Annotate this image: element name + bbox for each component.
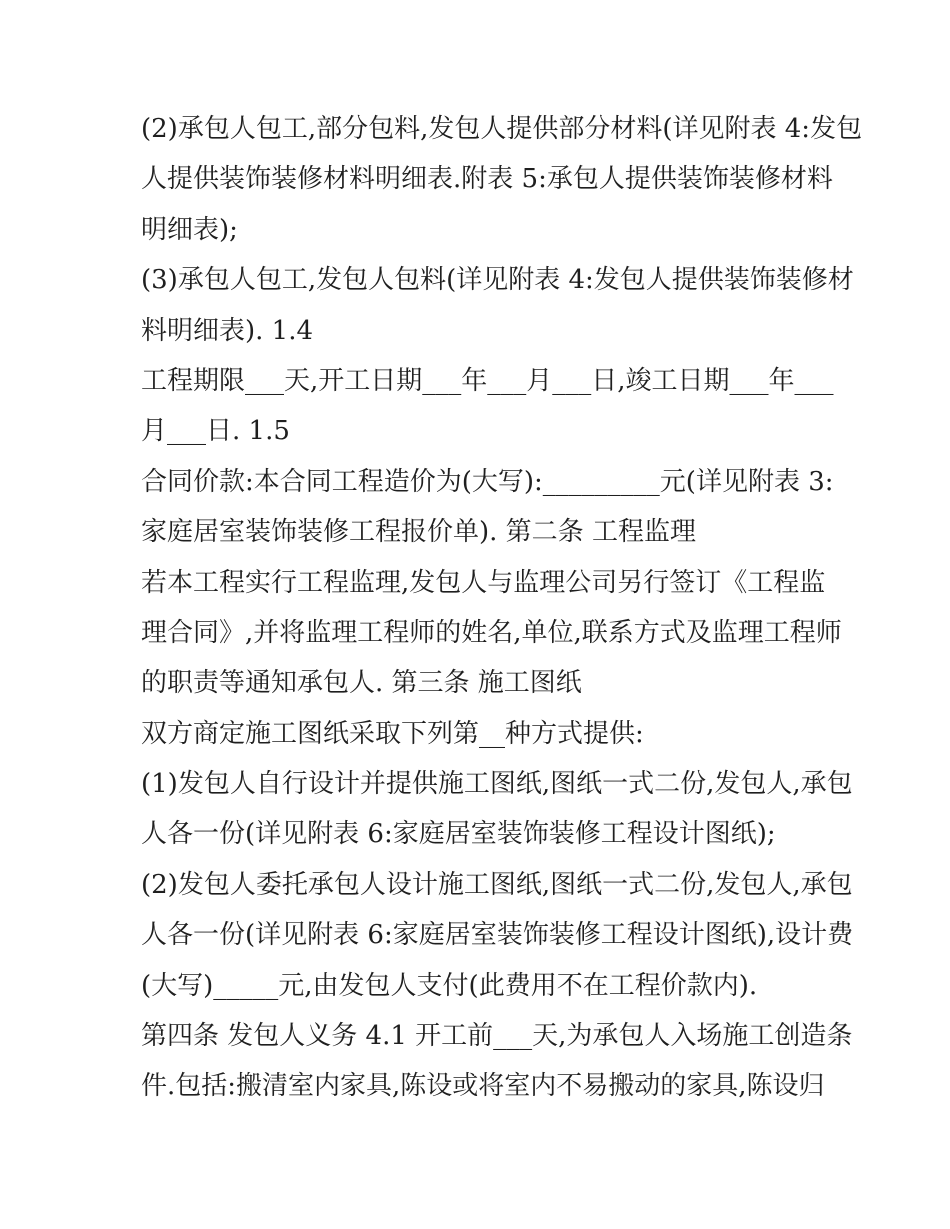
text-line-13: 双方商定施工图纸采取下列第__种方式提供: bbox=[141, 718, 644, 749]
text-line-4: (3)承包人包工,发包人包料(详见附表 4:发包人提供装饰装修材 bbox=[141, 265, 854, 296]
text-line-20: 件.包括:搬清室内家具,陈设或将室内不易搬动的家具,陈设归 bbox=[141, 1071, 825, 1102]
text-line-10: 若本工程实行工程监理,发包人与监理公司另行签订《工程监 bbox=[141, 567, 826, 598]
text-line-7: 月___日. 1.5 bbox=[141, 416, 290, 447]
text-line-1: (2)承包人包工,部分包料,发包人提供部分材料(详见附表 4:发包 bbox=[141, 114, 863, 144]
text-line-2: 人提供装饰装修材料明细表.附表 5:承包人提供装饰装修材料 bbox=[141, 164, 833, 195]
text-line-8: 合同价款:本合同工程造价为(大写):_________元(详见附表 3: bbox=[141, 466, 834, 497]
text-line-9: 家庭居室装饰装修工程报价单). 第二条 工程监理 bbox=[141, 517, 696, 548]
text-line-19: 第四条 发包人义务 4.1 开工前___天,为承包人入场施工创造条 bbox=[141, 1021, 853, 1052]
text-line-5: 料明细表). 1.4 bbox=[141, 315, 314, 346]
text-line-16: (2)发包人委托承包人设计施工图纸,图纸一式二份,发包人,承包 bbox=[141, 869, 853, 900]
text-line-17: 人各一份(详见附表 6:家庭居室装饰装修工程设计图纸),设计费 bbox=[141, 920, 854, 951]
text-line-14: (1)发包人自行设计并提供施工图纸,图纸一式二份,发包人,承包 bbox=[141, 769, 853, 800]
text-line-11: 理合同》,并将监理工程师的姓名,单位,联系方式及监理工程师 bbox=[141, 617, 842, 648]
document-body bbox=[141, 104, 863, 1112]
text-line-6: 工程期限___天,开工日期___年___月___日,竣工日期___年___ bbox=[141, 365, 834, 396]
text-line-15: 人各一份(详见附表 6:家庭居室装饰装修工程设计图纸); bbox=[141, 819, 776, 850]
text-line-3: 明细表); bbox=[141, 214, 238, 245]
text-line-12: 的职责等通知承包人. 第三条 施工图纸 bbox=[141, 668, 582, 699]
text-line-18: (大写)_____元,由发包人支付(此费用不在工程价款内). bbox=[141, 970, 758, 1001]
